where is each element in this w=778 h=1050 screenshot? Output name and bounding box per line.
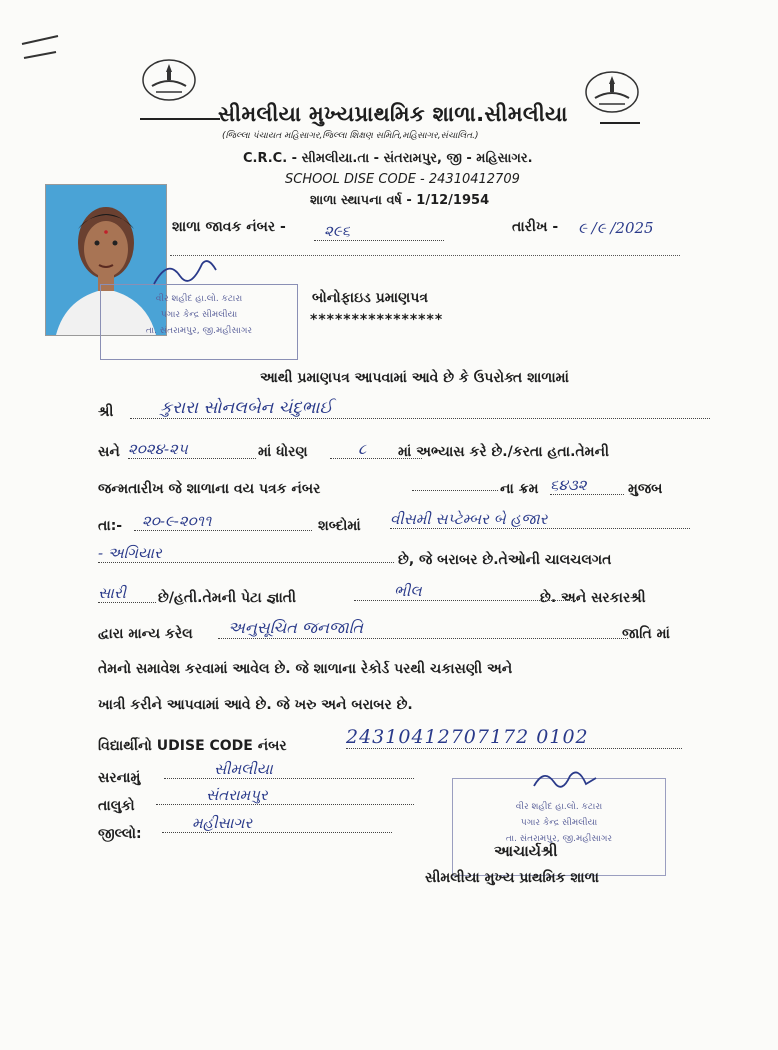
conduct-value: સારી (98, 584, 156, 603)
meta-divider (170, 255, 680, 256)
serial-label: ના ક્રમ (500, 481, 539, 497)
category-suffix: જાતિ માં (622, 626, 670, 642)
category-prefix: દ્વારા માન્ય કરેલ (98, 626, 193, 642)
subcaste-value: ભીલ (354, 582, 578, 601)
school-signature-name: સીમલીયા મુખ્ય પ્રાથમિક શાળા (425, 870, 599, 886)
student-name-value: કુરારા સોનલબેન ચંદુભાઈ (130, 398, 710, 419)
intro-line: આથી પ્રમાણપત્ર આપવામાં આવે છે કે ઉપરોક્ત શાળામાં (260, 370, 569, 386)
pen-mark-icon (18, 32, 62, 62)
register-number-blank (412, 490, 498, 491)
verification-line: ખાત્રી કરીને આપવામાં આવે છે. જે ખરુ અને બરાબર છે. (98, 697, 413, 713)
category-value: અનુસૂચિત જનજાતિ (218, 618, 628, 639)
principal-stamp-line-3: તા. સંતરામપુર, જી.મહીસાગર (505, 834, 613, 844)
udise-value: 24310412707172 0102 (346, 726, 682, 749)
principal-signature-icon (530, 766, 600, 796)
district-value: મહીસાગર (162, 814, 392, 833)
principal-stamp-line-2: પગાર કેન્દ્ર સીમલીયા (520, 818, 598, 828)
conduct-intro: છે, જે બરાબર છે.તેઓની ચાલચલગત (398, 552, 612, 568)
taluka-value: સંતરામપુર (156, 786, 414, 805)
standard-suffix: માં અભ્યાસ કરે છે./કરતા હતા.તેમની (398, 444, 610, 460)
school-emblem-right-icon (583, 68, 641, 120)
principal-stamp-line-1: વીર શહીદ હા.લો. કટારા (515, 802, 603, 812)
sub-header: (જિલ્લા પંચાયત મહિસાગર,જિલ્લા શિક્ષણ સમિતિ,મહિસાગર,સંચાલિત.) (222, 131, 479, 141)
year-prefix: સને (98, 444, 120, 460)
outward-number-label: શાળા જાવક નંબર - (172, 219, 286, 235)
subcaste-label: છે/હતી.તેમની પેટા જ્ઞાતી (158, 590, 297, 606)
district-label: જીલ્લો: (98, 826, 142, 842)
certificate-title: બોનોફાઇડ પ્રમાણપત્ર (312, 290, 428, 306)
school-stamp-photo (100, 284, 298, 360)
certificate-stars: **************** (310, 312, 444, 328)
address-value: સીમલીયા (164, 760, 414, 779)
standard-value: ૮ (330, 440, 422, 459)
school-name: સીમલીયા મુખ્યપ્રાથમિક શાળા.સીમલીયા (218, 102, 568, 126)
dob-words-label: શબ્દોમાં (318, 518, 361, 534)
date-value: ૯ /૯ /2025 (578, 219, 654, 237)
dob-prefix: તા:- (98, 518, 123, 534)
record-line: તેમનો સમાવેશ કરવામાં આવેલ છે. જે શાળાના રેકોર્ડ પરથી ચકાસણી અને (98, 661, 513, 677)
header-rule-right (600, 122, 640, 124)
principal-title: આચાર્યશ્રી (494, 842, 558, 860)
serial-value: ૬૪૩૨ (550, 476, 624, 495)
year-value: ૨૦૨૪-૨૫ (128, 440, 256, 459)
date-label: તારીખ - (512, 219, 559, 235)
udise-label: વિદ્યાર્થીનો UDISE CODE નંબર (98, 738, 287, 754)
standard-label: માં ધોરણ (258, 444, 308, 460)
stamp-line-2: પગાર કેન્દ્ર સીમલીયા (160, 310, 238, 320)
dob-register-label: જન્મતારીખ જે શાળાના વય પત્રક નંબર (98, 481, 321, 497)
serial-suffix: મુજબ (628, 481, 663, 497)
address-label: સરનામું (98, 770, 141, 786)
established-line: શાળા સ્થાપના વર્ષ - 1/12/1954 (310, 193, 490, 208)
stamp-line-3: તા. સંતરામપુર, જી.મહીસાગર (145, 326, 253, 336)
subcaste-suffix: છે. અને સરકારશ્રી (540, 590, 646, 606)
dob-value: ૨૦-૯-૨૦૧૧ (134, 512, 312, 531)
signature-mark-photo-icon (150, 254, 220, 294)
stamp-line-1: વીર શહીદ હા.લો. કટારા (155, 294, 243, 304)
dise-line: SCHOOL DISE CODE - 24310412709 (285, 172, 520, 187)
school-emblem-left-icon (140, 56, 198, 108)
dob-words-value: વીસમી સપ્ટેમ્બર બે હજાર (390, 510, 690, 529)
taluka-label: તાલુકો (98, 798, 135, 814)
header-rule-left (140, 118, 220, 120)
name-prefix: શ્રી (98, 404, 114, 420)
crc-line: C.R.C. - સીમલીયા.તા - સંતરામપુર, જી - મહિસાગર. (243, 151, 533, 166)
dob-words-continued: - અગિયાર (98, 544, 394, 563)
outward-number-value: ૨૯૬ (314, 222, 444, 241)
